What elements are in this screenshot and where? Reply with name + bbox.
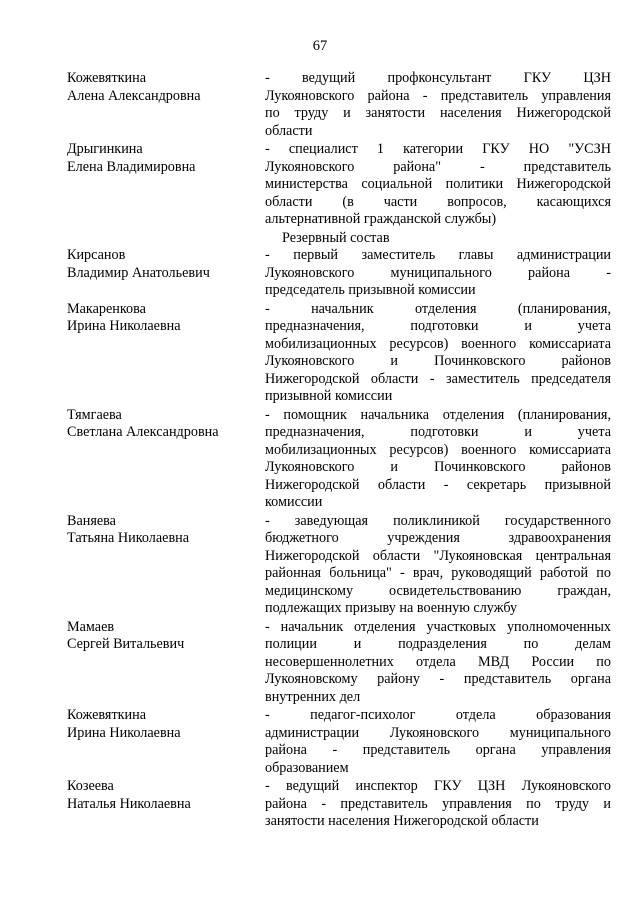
role-description-line: полиции и подразделения по делам — [265, 636, 611, 652]
role-description-line: подлежащих призыву на военную службу — [265, 600, 518, 616]
role-description-line: Нижегородской области "Лукояновская центральная — [265, 547, 611, 564]
role-description-line: - первый заместитель главы администрации — [265, 247, 611, 263]
page-number: 67 — [312, 38, 328, 54]
member-role-description — [265, 301, 611, 406]
role-description-line: образованием — [265, 759, 349, 776]
member-row — [67, 778, 615, 831]
member-row — [67, 707, 615, 777]
member-name — [67, 619, 265, 707]
member-row — [67, 619, 615, 707]
role-description-line: предназначения, подготовки и учета — [265, 318, 611, 334]
commission-list — [67, 70, 615, 832]
member-row — [67, 301, 615, 406]
role-description-line: администрации Лукояновского муниципального — [265, 724, 611, 741]
member-name — [67, 70, 265, 140]
member-role-description — [265, 407, 611, 512]
member-given-name: Владимир Анатольевич — [67, 264, 210, 281]
member-surname: Макаренкова — [67, 300, 146, 317]
member-given-name: Татьяна Николаевна — [67, 530, 190, 546]
member-name — [67, 247, 265, 300]
member-role-description — [265, 707, 611, 777]
role-description-line: - помощник начальника отделения (планирования, — [265, 406, 611, 423]
role-description-line: - педагог-психолог отдела образования — [265, 707, 611, 723]
role-description-line: медицинскому освидетельствованию граждан, — [265, 582, 611, 599]
member-given-name: Наталья Николаевна — [67, 795, 191, 812]
member-given-name: Ирина Николаевна — [67, 724, 181, 741]
member-row — [67, 513, 615, 618]
member-row — [67, 70, 615, 140]
member-role-description — [265, 70, 611, 140]
member-given-name: Сергей Витальевич — [67, 636, 185, 652]
role-description-line: призывной комиссии — [265, 388, 393, 404]
role-description-line: председатель призывной комиссии — [265, 282, 476, 298]
role-description-line: внутренних дел — [265, 688, 361, 705]
role-description-line: мобилизационных ресурсов) военного комиссариата — [265, 335, 611, 352]
member-row — [67, 247, 615, 300]
reserve-section-title: Резервный состав — [282, 229, 390, 246]
member-surname: Мамаев — [67, 618, 115, 635]
member-given-name: Ирина Николаевна — [67, 318, 181, 334]
role-description-line: района - представитель управления по труду и — [265, 795, 611, 812]
role-description-line: Нижегородской области - заместитель председателя — [265, 370, 611, 387]
role-description-line: мобилизационных ресурсов) военного комиссариата — [265, 441, 611, 458]
role-description-line: комиссии — [265, 494, 323, 510]
member-name — [67, 301, 265, 406]
role-description-line: Нижегородской области - секретарь призывной — [265, 476, 611, 493]
role-description-line: - начальник отделения участковых уполномоченных — [265, 618, 611, 635]
member-name — [67, 513, 265, 618]
member-given-name: Алена Александровна — [67, 87, 201, 104]
member-given-name: Елена Владимировна — [67, 158, 196, 175]
member-surname: Кирсанов — [67, 247, 126, 263]
role-description-line: по труду и занятости населения Нижегородской — [265, 105, 611, 121]
member-surname: Ваняева — [67, 512, 116, 529]
role-description-line: области (в части вопросов, касающихся — [265, 193, 611, 210]
role-description-line: Лукояновского муниципального района - — [265, 264, 611, 281]
member-surname: Тямгаева — [67, 406, 122, 423]
member-surname: Дрыгинкина — [67, 141, 143, 157]
member-role-description — [265, 247, 611, 300]
role-description-line: районная больница" - врач, руководящий работой по — [265, 565, 611, 581]
role-description-line: несовершеннолетних отдела МВД России по — [265, 653, 611, 670]
role-description-line: предназначения, подготовки и учета — [265, 424, 611, 440]
role-description-line: министерства социальной политики Нижегородской — [265, 176, 611, 192]
role-description-line: Лукояновского и Починковского районов — [265, 353, 611, 369]
member-role-description — [265, 619, 611, 707]
member-role-description — [265, 778, 611, 831]
reserve-block — [67, 247, 615, 831]
role-description-line: - начальник отделения (планирования, — [265, 300, 611, 317]
member-row — [67, 407, 615, 512]
member-surname: Кожевяткина — [67, 707, 147, 723]
member-name — [67, 141, 265, 229]
role-description-line: - ведущий профконсультант ГКУ ЦЗН — [265, 70, 611, 86]
role-description-line: Лукояновского района" - представитель — [265, 158, 611, 175]
member-role-description — [265, 513, 611, 618]
member-row — [67, 141, 615, 229]
members-block — [67, 70, 615, 229]
role-description-line: Лукояновскому району - представитель органа — [265, 671, 611, 687]
role-description-line: занятости населения Нижегородской области — [265, 813, 539, 829]
role-description-line: - ведущий инспектор ГКУ ЦЗН Лукояновского — [265, 778, 611, 794]
role-description-line: района - представитель органа управления — [265, 742, 611, 758]
member-role-description — [265, 141, 611, 229]
role-description-line: - заведующая поликлиникой государственного — [265, 512, 611, 529]
role-description-line: Лукояновского и Починковского районов — [265, 459, 611, 475]
member-name — [67, 778, 265, 831]
member-name — [67, 707, 265, 777]
member-given-name: Светлана Александровна — [67, 424, 219, 440]
role-description-line: бюджетного учреждения здравоохранения — [265, 530, 611, 546]
member-surname: Кожевяткина — [67, 70, 147, 86]
member-name — [67, 407, 265, 512]
role-description-line: альтернативной гражданской службы) — [265, 211, 497, 227]
role-description-line: - специалист 1 категории ГКУ НО "УСЗН — [265, 141, 611, 157]
member-surname: Козеева — [67, 778, 114, 794]
role-description-line: области — [265, 122, 313, 139]
role-description-line: Лукояновского района - представитель управления — [265, 87, 611, 104]
